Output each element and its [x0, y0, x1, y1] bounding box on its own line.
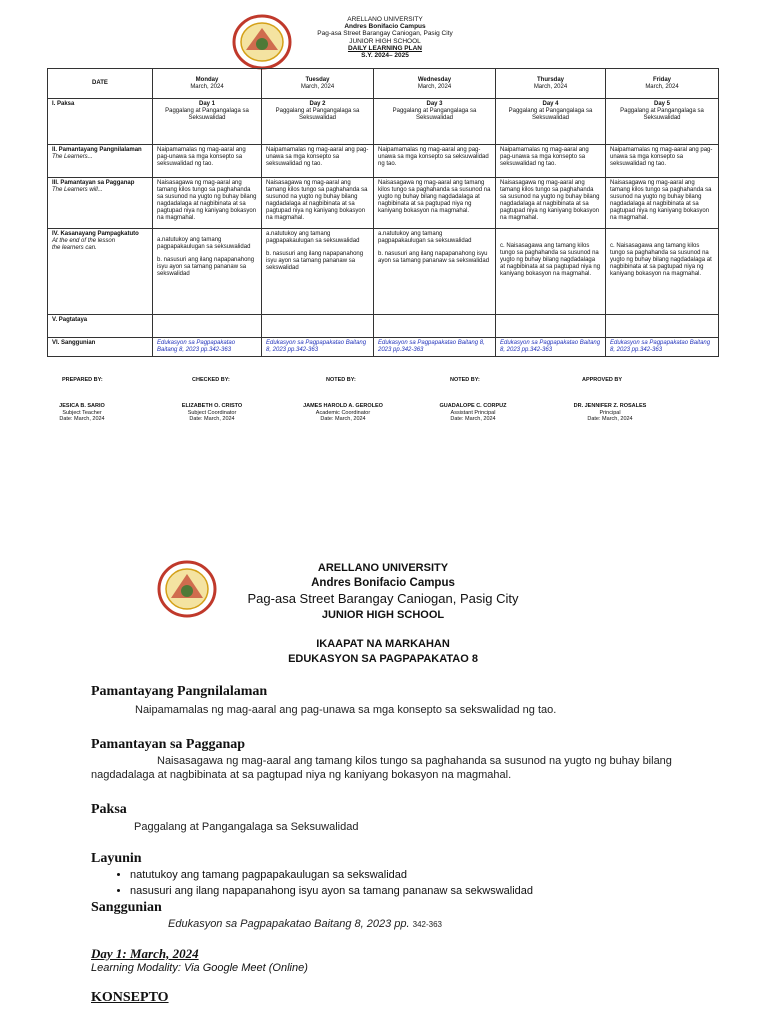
header-text — [300, 16, 470, 59]
p2-campus: Andres Bonifacio Campus — [311, 577, 455, 589]
pp-cell: Naipamamalas ng mag-aaral ang pag-unawa sa mga konsepto sa seksuwalidad ng tao. — [153, 145, 262, 178]
pp-cell: Naipamamalas ng mag-aaral ang pag-unawa sa mga konsepto sa seksuwalidad ng tao. — [262, 145, 374, 178]
sig-entry: JESICA B. SARIO Subject Teacher Date: March, 2024 — [59, 403, 105, 422]
konsepto-heading: KONSEPTO — [91, 990, 169, 1005]
header-campus: Andres Bonifacio Campus — [344, 23, 426, 31]
sg-link[interactable]: Edukasyon sa Pagpapakatao Baitang 8, 2023 pp.342-363 — [374, 338, 496, 357]
pp-cell: Naipamamalas ng mag-aaral ang pag-unawa sa mga konsepto sa seksuwalidad ng tao. — [606, 145, 719, 178]
paksa-text: Paggalang at Pangangalaga sa Seksuwalidad — [134, 821, 359, 833]
day-heading: Day 1: March, 2024 — [91, 946, 199, 961]
layunin-heading: Layunin — [91, 851, 142, 866]
table-row — [48, 178, 719, 229]
ps-cell: Naisasagawa ng mag-aaral ang tamang kilos tungo sa paghahanda sa susunod na yugto ng buhay bilang nagdadalaga at nagbibinata at sa pagtupad niya ng kaniyang bokasyon na magmahal. — [262, 178, 374, 229]
table-row — [48, 69, 719, 99]
university-seal-icon — [157, 560, 217, 618]
ps-cell: Naisasagawa ng mag-aaral ang tamang kilos tungo sa paghahanda sa susunod na yugto ng buhay bilang nagdadalaga at nagbibinata at sa pagtupad niya ng kaniyang bokasyon na magmahal. — [496, 178, 606, 229]
kp-cell: c. Naisasagawa ang tamang kilos tungo sa paghahanda sa susunod na yugto ng buhay bilang nagdadalaga at nagbibinata at sa pagtupad niya ng kaniyang bokasyon na magmahal. — [496, 229, 606, 315]
pp-cell: Naipamamalas ng mag-aaral ang pag-unawa sa mga konsepto sa seksuwalidad ng tao. — [496, 145, 606, 178]
sg-link[interactable]: Edukasyon sa Pagpapakatao Baitang 8, 2023 pp.342-363 — [262, 338, 374, 357]
sig-role: NOTED BY: — [326, 377, 356, 383]
paksa-heading: Paksa — [91, 802, 127, 817]
day-header: Thursday March, 2024 — [496, 69, 606, 99]
header-school: JUNIOR HIGH SCHOOL — [349, 37, 421, 45]
daily-learning-plan-table — [47, 68, 719, 357]
ps-label: III. Pamantayan sa Pagganap The Learners will... — [48, 178, 153, 229]
p2-school: JUNIOR HIGH SCHOOL — [321, 609, 445, 621]
paksa-label: I. Paksa — [48, 99, 153, 145]
pp-label: II. Pamantayang Pangnilalaman The Learners... — [48, 145, 153, 178]
p2-university: ARELLANO UNIVERSITY — [317, 562, 449, 574]
kp-label: IV. Kasanayang Pampagkatuto At the end of the lesson the learners can. — [48, 229, 153, 315]
kp-cell: a.natutukoy ang tamang pagpapakaulugan sa seksuwalidad b. nasusuri ang ilang napapanahong isyu ayon sa tamang pananaw sa sekswalidad — [262, 229, 374, 315]
header-sy: S.Y. 2024– 2025 — [361, 52, 409, 60]
day-header: Wednesday March, 2024 — [374, 69, 496, 99]
ps-cell: Naisasagawa ng mag-aaral ang tamang kilos tungo sa paghahanda sa susunod na yugto ng buhay bilang nagdadalaga at nagbibinata at sa pagtupad niya ng kaniyang bokasyon na magmahal. — [153, 178, 262, 229]
paksa-cell: Day 1 Paggalang at Pangangalaga sa Seksuwalidad — [153, 99, 262, 145]
list-item: • nasusuri ang ilang napapanahong isyu ayon sa tamang pananaw sa sekwswalidad — [130, 883, 690, 899]
ps-cell: Naisasagawa ng mag-aaral ang tamang kilos tungo sa paghahanda sa susunod na yugto ng buhay bilang nagdadalaga at nagbibinata at sa pagtupad niya ng kaniyang bokasyon na magmahal. — [374, 178, 496, 229]
p2-address: Pag-asa Street Barangay Caniogan, Pasig City — [247, 591, 519, 606]
university-seal-icon — [232, 14, 292, 70]
table-row — [48, 145, 719, 178]
table-row — [48, 99, 719, 145]
sig-role: CHECKED BY: — [192, 377, 230, 383]
sig-entry: DR. JENNIFER Z. ROSALES Principal Date: March, 2024 — [573, 403, 647, 422]
header-university: ARELLANO UNIVERSITY — [347, 16, 423, 23]
pp-text: Naipamamalas ng mag-aaral ang pag-unawa sa mga konsepto sa sekswalidad ng tao. — [135, 704, 557, 716]
layunin-list — [112, 867, 690, 899]
sg-link[interactable]: Edukasyon sa Pagpapakatao Baitang 8, 2023 pp.342-363 — [606, 338, 719, 357]
list-item: • natutukoy ang tamang pagpapakaulugan sa sekswalidad — [130, 867, 690, 883]
date-label: DATE — [48, 69, 153, 99]
sig-role: NOTED BY: — [450, 377, 480, 383]
day-header: Monday March, 2024 — [153, 69, 262, 99]
sanggunian-link[interactable]: Edukasyon sa Pagpapakatao Baitang 8, 2023 pp. 342-363 — [168, 918, 442, 930]
sg-link[interactable]: Edukasyon sa Pagpapakatao Baitang 8, 2023 pp.342-363 — [496, 338, 606, 357]
pp-cell: Naipamamalas ng mag-aaral ang pag-unawa sa mga konsepto sa seksuwalidad ng tao. — [374, 145, 496, 178]
ps-text-2: nagdadalaga at nagbibinata at sa pagtupad niya ng kaniyang bokasyon na magmahal. — [91, 769, 512, 781]
header-address: Pag-asa Street Barangay Caniogan, Pasig City — [317, 30, 453, 38]
paksa-cell: Day 3 Paggalang at Pangangalaga sa Seksuwalidad — [374, 99, 496, 145]
header-plan: DAILY LEARNING PLAN — [347, 44, 423, 52]
sig-entry: JAMES HAROLD A. GEROLEO Academic Coordinator Date: March, 2024 — [303, 403, 383, 422]
kp-cell: a.natutukoy ang tamang pagpapakaulugan sa seksuwalidad b. nasusuri ang ilang napapanahong isyu ayon sa tamang pananaw sa sekswalidad — [374, 229, 496, 315]
ps-heading: Pamantayan sa Pagganap — [91, 737, 246, 752]
learning-modality: Learning Modality: Via Google Meet (Online) — [91, 962, 308, 974]
pp-heading: Pamantayang Pangnilalaman — [91, 684, 268, 699]
sig-role: PREPARED BY: — [62, 377, 103, 383]
sg-link[interactable]: Edukasyon sa Pagpapakatao Baitang 8, 2023 pp.342-363 — [153, 338, 262, 357]
sig-entry: GUADALOPE C. CORPUZ Assistant Principal Date: March, 2024 — [439, 403, 507, 422]
paksa-cell: Day 5 Paggalang at Pangangalaga sa Seksuwalidad — [606, 99, 719, 145]
sig-entry: ELIZABETH O. CRISTO Subject Coordinator Date: March, 2024 — [181, 403, 243, 422]
sig-role: APPROVED BY — [582, 377, 623, 383]
table-row — [48, 229, 719, 315]
table-row — [48, 338, 719, 357]
ps-text-1: Naisasagawa ng mag-aaral ang tamang kilos tungo sa paghahanda sa susunod na yugto ng buhay bilang — [157, 755, 672, 767]
sg-label: VI. Sanggunian — [48, 338, 153, 357]
sanggunian-heading: Sanggunian — [91, 900, 162, 915]
pt-label: V. Pagtataya — [48, 315, 153, 338]
ps-cell: Naisasagawa ng mag-aaral ang tamang kilos tungo sa paghahanda sa susunod na yugto ng buhay bilang nagdadalaga at nagbibinata at sa pagtupad niya ng kaniyang bokasyon na magmahal. — [606, 178, 719, 229]
kp-cell: c. Naisasagawa ang tamang kilos tungo sa paghahanda sa susunod na yugto ng buhay bilang nagdadalaga at nagbibinata at sa pagtupad niya ng kaniyang bokasyon na magmahal. — [606, 229, 719, 315]
p2-quarter: IKAAPAT NA MARKAHAN — [316, 638, 450, 650]
paksa-cell: Day 2 Paggalang at Pangangalaga sa Seksuwalidad — [262, 99, 374, 145]
paksa-cell: Day 4 Paggalang at Pangangalaga sa Seksuwalidad — [496, 99, 606, 145]
day-header: Tuesday March, 2024 — [262, 69, 374, 99]
kp-cell: a.natutukoy ang tamang pagpapakaulugan sa seksuwalidad b. nasusuri ang ilang napapanahong isyu ayon sa tamang pananaw sa sekswalidad — [153, 229, 262, 315]
table-row — [48, 315, 719, 338]
day-header: Friday March, 2024 — [606, 69, 719, 99]
p2-subject: EDUKASYON SA PAGPAPAKATAO 8 — [288, 653, 478, 665]
